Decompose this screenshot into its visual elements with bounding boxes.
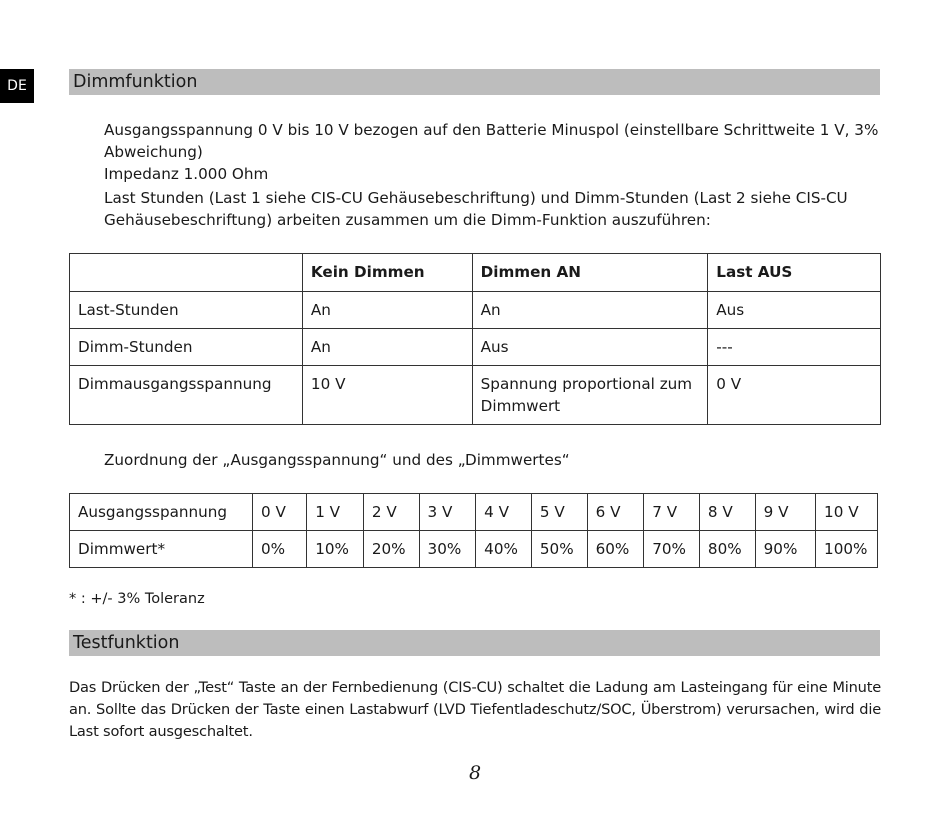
table-cell: 80% bbox=[699, 531, 755, 568]
table-cell: Dimmwert* bbox=[70, 531, 253, 568]
page-number: 8 bbox=[468, 762, 482, 784]
table-row bbox=[70, 329, 881, 366]
table-cell: 6 V bbox=[587, 494, 644, 531]
table-cell: Aus bbox=[708, 292, 881, 329]
table-cell: 90% bbox=[755, 531, 815, 568]
dimming-modes-table bbox=[69, 253, 881, 425]
table-cell: 0% bbox=[252, 531, 306, 568]
table-cell: 60% bbox=[587, 531, 644, 568]
table-cell: 10 V bbox=[816, 494, 878, 531]
table-cell: 100% bbox=[816, 531, 878, 568]
table-cell: An bbox=[302, 329, 472, 366]
table-cell: 50% bbox=[531, 531, 587, 568]
table-cell: 0 V bbox=[252, 494, 306, 531]
table-row bbox=[70, 494, 878, 531]
table-cell: Ausgangsspannung bbox=[70, 494, 253, 531]
table-cell: An bbox=[472, 292, 708, 329]
paragraph-output-voltage: Ausgangsspannung 0 V bis 10 V bezogen auf den Batterie Minuspol (einstellbare Schrittweite 1 V, 3% Abweichung) bbox=[104, 121, 879, 161]
table-cell: 0 V bbox=[708, 366, 881, 425]
table-cell: --- bbox=[708, 329, 881, 366]
paragraph-load-hours: Last Stunden (Last 1 siehe CIS-CU Gehäusebeschriftung) und Dimm-Stunden (Last 2 siehe CIS-CU Gehäusebeschriftung) arbeiten zusammen um die Dimm-Funktion auszuführen: bbox=[104, 189, 848, 229]
footnote-tolerance: * : +/- 3% Toleranz bbox=[69, 591, 205, 607]
section-heading-dimmfunktion: Dimmfunktion bbox=[69, 69, 880, 95]
table-cell: Spannung proportional zum Dimmwert bbox=[472, 366, 708, 425]
table-cell: 70% bbox=[644, 531, 700, 568]
table-cell: Aus bbox=[472, 329, 708, 366]
table-header-row bbox=[70, 254, 881, 292]
section-heading-testfunktion: Testfunktion bbox=[69, 630, 880, 656]
table-cell: 1 V bbox=[307, 494, 364, 531]
paragraph-impedance: Impedanz 1.000 Ohm bbox=[104, 165, 269, 183]
table-header-cell: Kein Dimmen bbox=[302, 254, 472, 292]
table-cell: 7 V bbox=[644, 494, 700, 531]
paragraph-test-function: Das Drücken der „Test“ Taste an der Fernbedienung (CIS-CU) schaltet die Ladung am Lasteingang für eine Minute an. Sollte das Drücken der Taste einen Lastabwurf (LVD Tiefentladeschutz/SOC, Überstrom) verursachen, wird die Last sofort ausgeschaltet. bbox=[69, 679, 881, 740]
table-cell: 4 V bbox=[476, 494, 532, 531]
table-cell: Dimmausgangsspannung bbox=[70, 366, 303, 425]
voltage-dimming-mapping-table bbox=[69, 493, 878, 568]
table-header-cell: Last AUS bbox=[708, 254, 881, 292]
table-cell: 40% bbox=[476, 531, 532, 568]
table-cell: An bbox=[302, 292, 472, 329]
table-cell: 20% bbox=[363, 531, 419, 568]
table-cell: 10 V bbox=[302, 366, 472, 425]
table-cell: 10% bbox=[307, 531, 364, 568]
table-cell: 2 V bbox=[363, 494, 419, 531]
table-cell: Dimm-Stunden bbox=[70, 329, 303, 366]
table-cell: 5 V bbox=[531, 494, 587, 531]
mapping-caption: Zuordnung der „Ausgangsspannung“ und des „Dimmwertes“ bbox=[104, 451, 570, 469]
table-row bbox=[70, 292, 881, 329]
table-row bbox=[70, 366, 881, 425]
table-header-cell: Dimmen AN bbox=[472, 254, 708, 292]
table-header-cell bbox=[70, 254, 303, 292]
language-tab: DE bbox=[0, 69, 34, 103]
table-cell: Last-Stunden bbox=[70, 292, 303, 329]
table-cell: 9 V bbox=[755, 494, 815, 531]
table-cell: 3 V bbox=[419, 494, 476, 531]
table-cell: 30% bbox=[419, 531, 476, 568]
table-cell: 8 V bbox=[699, 494, 755, 531]
table-row bbox=[70, 531, 878, 568]
